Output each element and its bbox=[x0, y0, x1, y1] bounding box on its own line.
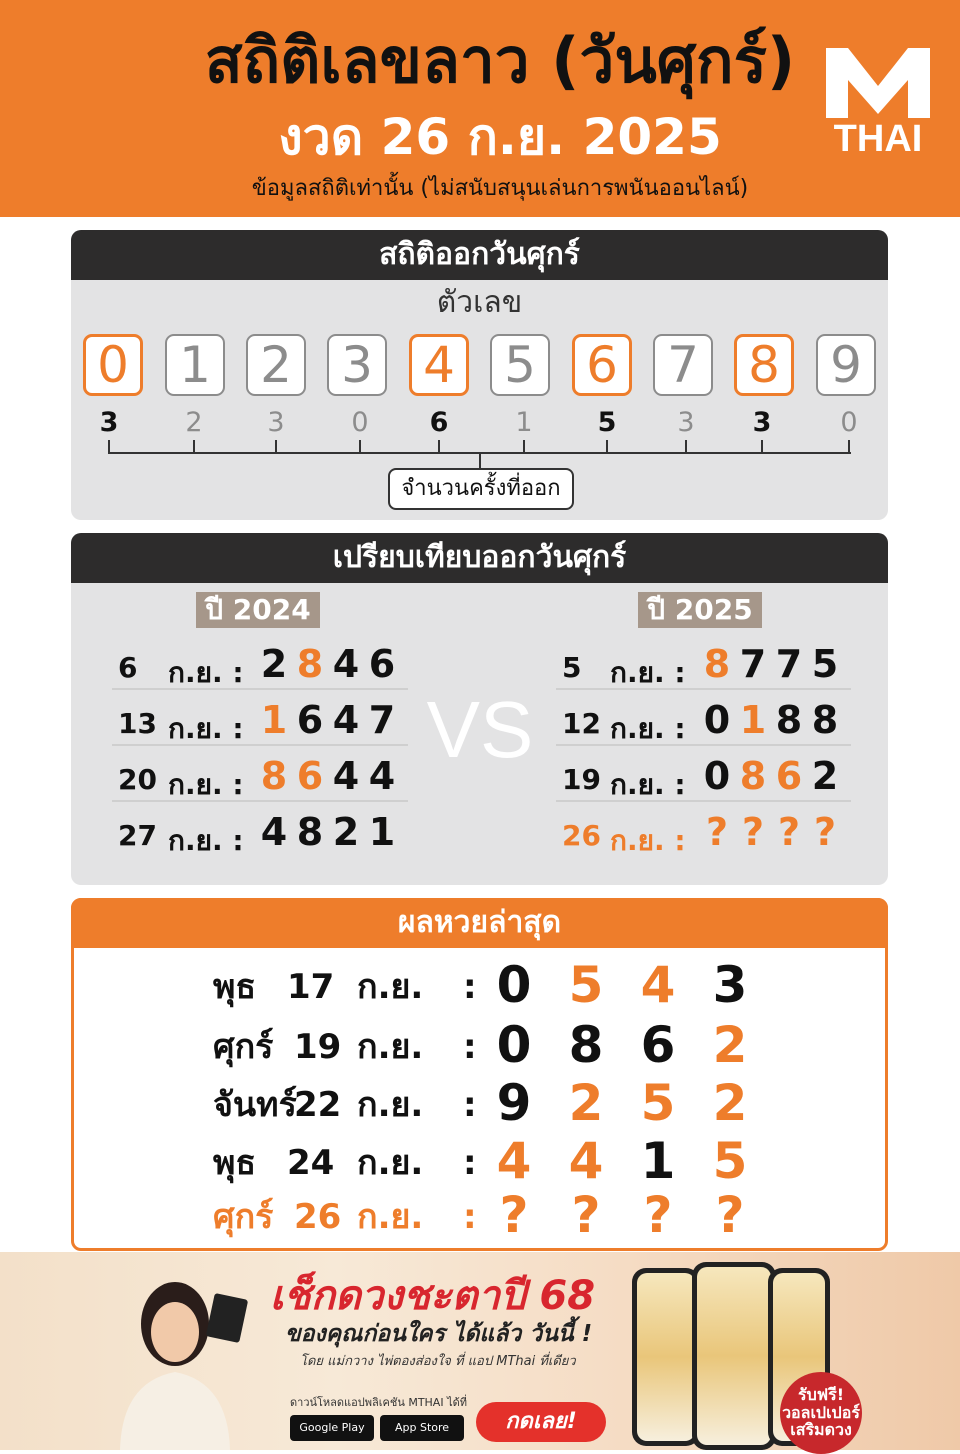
digit-count-5: 1 bbox=[515, 407, 533, 438]
compare-day: 20 bbox=[118, 763, 157, 796]
latest-digit: 5 bbox=[568, 956, 604, 1014]
digit-box-5: 5 bbox=[490, 334, 550, 396]
latest-digit: ? bbox=[715, 1186, 745, 1244]
free-wallpaper-badge: รับฟรี! วอลเปเปอร์ เสริมดวง bbox=[780, 1372, 862, 1454]
latest-weekday: จันทร์ bbox=[213, 1085, 297, 1125]
latest-month: ก.ย. bbox=[357, 1197, 424, 1237]
banner-cta-button[interactable]: กดเลย! bbox=[476, 1402, 606, 1442]
compare-digit: 1 bbox=[739, 698, 767, 742]
latest-month: ก.ย. bbox=[357, 967, 424, 1007]
google-play-button[interactable]: Google Play bbox=[290, 1415, 374, 1441]
latest-colon: : bbox=[463, 967, 477, 1007]
latest-colon: : bbox=[463, 1085, 477, 1125]
latest-month: ก.ย. bbox=[357, 1143, 424, 1183]
compare-digit: 0 bbox=[703, 698, 731, 742]
digit-box-7: 7 bbox=[653, 334, 713, 396]
latest-digit: ? bbox=[643, 1186, 673, 1244]
phone-mockup-left bbox=[632, 1268, 700, 1446]
digit-count-0: 3 bbox=[99, 407, 119, 438]
compare-digit: 8 bbox=[739, 754, 767, 798]
latest-weekday: ศุกร์ bbox=[213, 1027, 274, 1067]
latest-digit: 8 bbox=[568, 1016, 604, 1074]
compare-digit: 4 bbox=[332, 754, 360, 798]
compare-digit: 5 bbox=[811, 642, 839, 686]
compare-digit: 8 bbox=[811, 698, 839, 742]
compare-day: 27 bbox=[118, 819, 157, 852]
compare-digit: 7 bbox=[775, 642, 803, 686]
digit-box-0: 0 bbox=[83, 334, 143, 396]
latest-digit: 6 bbox=[640, 1016, 676, 1074]
latest-panel bbox=[71, 898, 888, 1251]
compare-digit: 4 bbox=[332, 698, 360, 742]
compare-digit: 6 bbox=[775, 754, 803, 798]
compare-digit: 0 bbox=[703, 754, 731, 798]
compare-month: ก.ย. : bbox=[610, 768, 686, 801]
phone-mockup-center bbox=[692, 1262, 776, 1450]
compare-digit: 6 bbox=[296, 698, 324, 742]
banner-download-text: ดาวน์โหลดแอปพลิเคชัน MTHAI ได้ที่ bbox=[290, 1396, 468, 1409]
compare-digit: 6 bbox=[296, 754, 324, 798]
latest-digit: 9 bbox=[496, 1074, 532, 1132]
compare-panel-title: เปรียบเทียบออกวันศุกร์ bbox=[71, 533, 888, 583]
compare-day: 26 bbox=[562, 819, 601, 852]
compare-digit: 4 bbox=[368, 754, 396, 798]
compare-digit: 7 bbox=[739, 642, 767, 686]
compare-digit: ? bbox=[705, 810, 729, 854]
latest-weekday: พุธ bbox=[213, 1143, 257, 1183]
compare-digit: ? bbox=[813, 810, 837, 854]
compare-digit: 1 bbox=[368, 810, 396, 854]
stats-panel-title: สถิติออกวันศุกร์ bbox=[71, 230, 888, 280]
digit-count-7: 3 bbox=[677, 407, 695, 438]
digit-box-8: 8 bbox=[734, 334, 794, 396]
compare-month: ก.ย. : bbox=[610, 656, 686, 689]
latest-digit: 5 bbox=[712, 1132, 748, 1190]
digit-count-2: 3 bbox=[267, 407, 285, 438]
latest-panel-title: ผลหวยล่าสุด bbox=[71, 898, 888, 948]
compare-day: 6 bbox=[118, 651, 138, 684]
compare-month: ก.ย. : bbox=[168, 824, 244, 857]
compare-digit: 4 bbox=[260, 810, 288, 854]
latest-day: 22 bbox=[294, 1085, 342, 1125]
compare-digit: 2 bbox=[811, 754, 839, 798]
compare-month: ก.ย. : bbox=[610, 824, 686, 857]
banner-byline: โดย แม่กวาง ไพ่ตองส่องใจ ที่ แอป MThai ที่เดียว bbox=[300, 1354, 576, 1369]
digit-box-3: 3 bbox=[327, 334, 387, 396]
banner-headline: เช็กดวงชะตาปี 68 bbox=[270, 1273, 596, 1319]
latest-day: 19 bbox=[294, 1027, 342, 1067]
compare-day: 5 bbox=[562, 651, 582, 684]
latest-digit: ? bbox=[571, 1186, 601, 1244]
latest-digit: 4 bbox=[568, 1132, 604, 1190]
digits-label: ตัวเลข bbox=[436, 285, 523, 320]
vs-label: VS bbox=[426, 685, 534, 774]
compare-digit: 2 bbox=[260, 642, 288, 686]
latest-digit: 4 bbox=[640, 956, 676, 1014]
latest-digit: 5 bbox=[640, 1074, 676, 1132]
digit-box-4: 4 bbox=[409, 334, 469, 396]
latest-day: 24 bbox=[287, 1143, 335, 1183]
compare-digit: 6 bbox=[368, 642, 396, 686]
compare-digit: 8 bbox=[260, 754, 288, 798]
compare-digit: 8 bbox=[296, 810, 324, 854]
banner-subheadline: ของคุณก่อนใคร ได้แล้ว วันนี้ ! bbox=[285, 1321, 593, 1347]
compare-day: 13 bbox=[118, 707, 157, 740]
latest-colon: : bbox=[463, 1197, 477, 1237]
latest-digit: 2 bbox=[712, 1016, 748, 1074]
compare-digit: 8 bbox=[775, 698, 803, 742]
compare-day: 19 bbox=[562, 763, 601, 796]
compare-month: ก.ย. : bbox=[168, 656, 244, 689]
compare-day: 12 bbox=[562, 707, 601, 740]
digit-box-6: 6 bbox=[572, 334, 632, 396]
compare-digit: 7 bbox=[368, 698, 396, 742]
latest-weekday: พุธ bbox=[213, 967, 257, 1007]
digit-box-1: 1 bbox=[165, 334, 225, 396]
digit-count-8: 3 bbox=[752, 407, 772, 438]
digit-box-2: 2 bbox=[246, 334, 306, 396]
compare-digit: 8 bbox=[296, 642, 324, 686]
year-tag-left: ปี 2024 bbox=[196, 592, 320, 628]
page-subtitle: งวด 26 ก.ย. 2025 bbox=[278, 108, 722, 166]
logo-thai-text: THAI bbox=[833, 118, 923, 160]
latest-digit: ? bbox=[499, 1186, 529, 1244]
digit-count-1: 2 bbox=[185, 407, 203, 438]
digit-count-3: 0 bbox=[351, 407, 369, 438]
latest-digit: 3 bbox=[712, 956, 748, 1014]
count-axis-label: จำนวนครั้งที่ออก bbox=[388, 468, 574, 510]
latest-month: ก.ย. bbox=[357, 1085, 424, 1125]
latest-digit: 1 bbox=[640, 1132, 676, 1190]
latest-colon: : bbox=[463, 1143, 477, 1183]
compare-digit: 4 bbox=[332, 642, 360, 686]
latest-day: 26 bbox=[294, 1197, 342, 1237]
compare-digit: ? bbox=[777, 810, 801, 854]
latest-colon: : bbox=[463, 1027, 477, 1067]
latest-digit: 2 bbox=[568, 1074, 604, 1132]
latest-digit: 4 bbox=[496, 1132, 532, 1190]
digit-count-4: 6 bbox=[429, 407, 449, 438]
year-tag-right: ปี 2025 bbox=[638, 592, 762, 628]
latest-digit: 2 bbox=[712, 1074, 748, 1132]
compare-digit: 2 bbox=[332, 810, 360, 854]
app-store-button[interactable]: App Store bbox=[380, 1415, 464, 1441]
page-title: สถิติเลขลาว (วันศุกร์) bbox=[204, 24, 796, 97]
digit-count-6: 5 bbox=[597, 407, 617, 438]
compare-digit: ? bbox=[741, 810, 765, 854]
compare-month: ก.ย. : bbox=[168, 712, 244, 745]
digit-box-9: 9 bbox=[816, 334, 876, 396]
latest-day: 17 bbox=[287, 967, 335, 1007]
compare-month: ก.ย. : bbox=[168, 768, 244, 801]
compare-digit: 1 bbox=[260, 698, 288, 742]
compare-month: ก.ย. : bbox=[610, 712, 686, 745]
latest-month: ก.ย. bbox=[357, 1027, 424, 1067]
latest-digit: 0 bbox=[496, 956, 532, 1014]
digit-count-9: 0 bbox=[840, 407, 858, 438]
fortune-teller-photo bbox=[100, 1262, 250, 1450]
latest-weekday: ศุกร์ bbox=[213, 1197, 274, 1237]
latest-digit: 0 bbox=[496, 1016, 532, 1074]
compare-digit: 8 bbox=[703, 642, 731, 686]
disclaimer-text: ข้อมูลสถิติเท่านั้น (ไม่สนับสนุนเล่นการพนันออนไลน์) bbox=[251, 176, 749, 201]
